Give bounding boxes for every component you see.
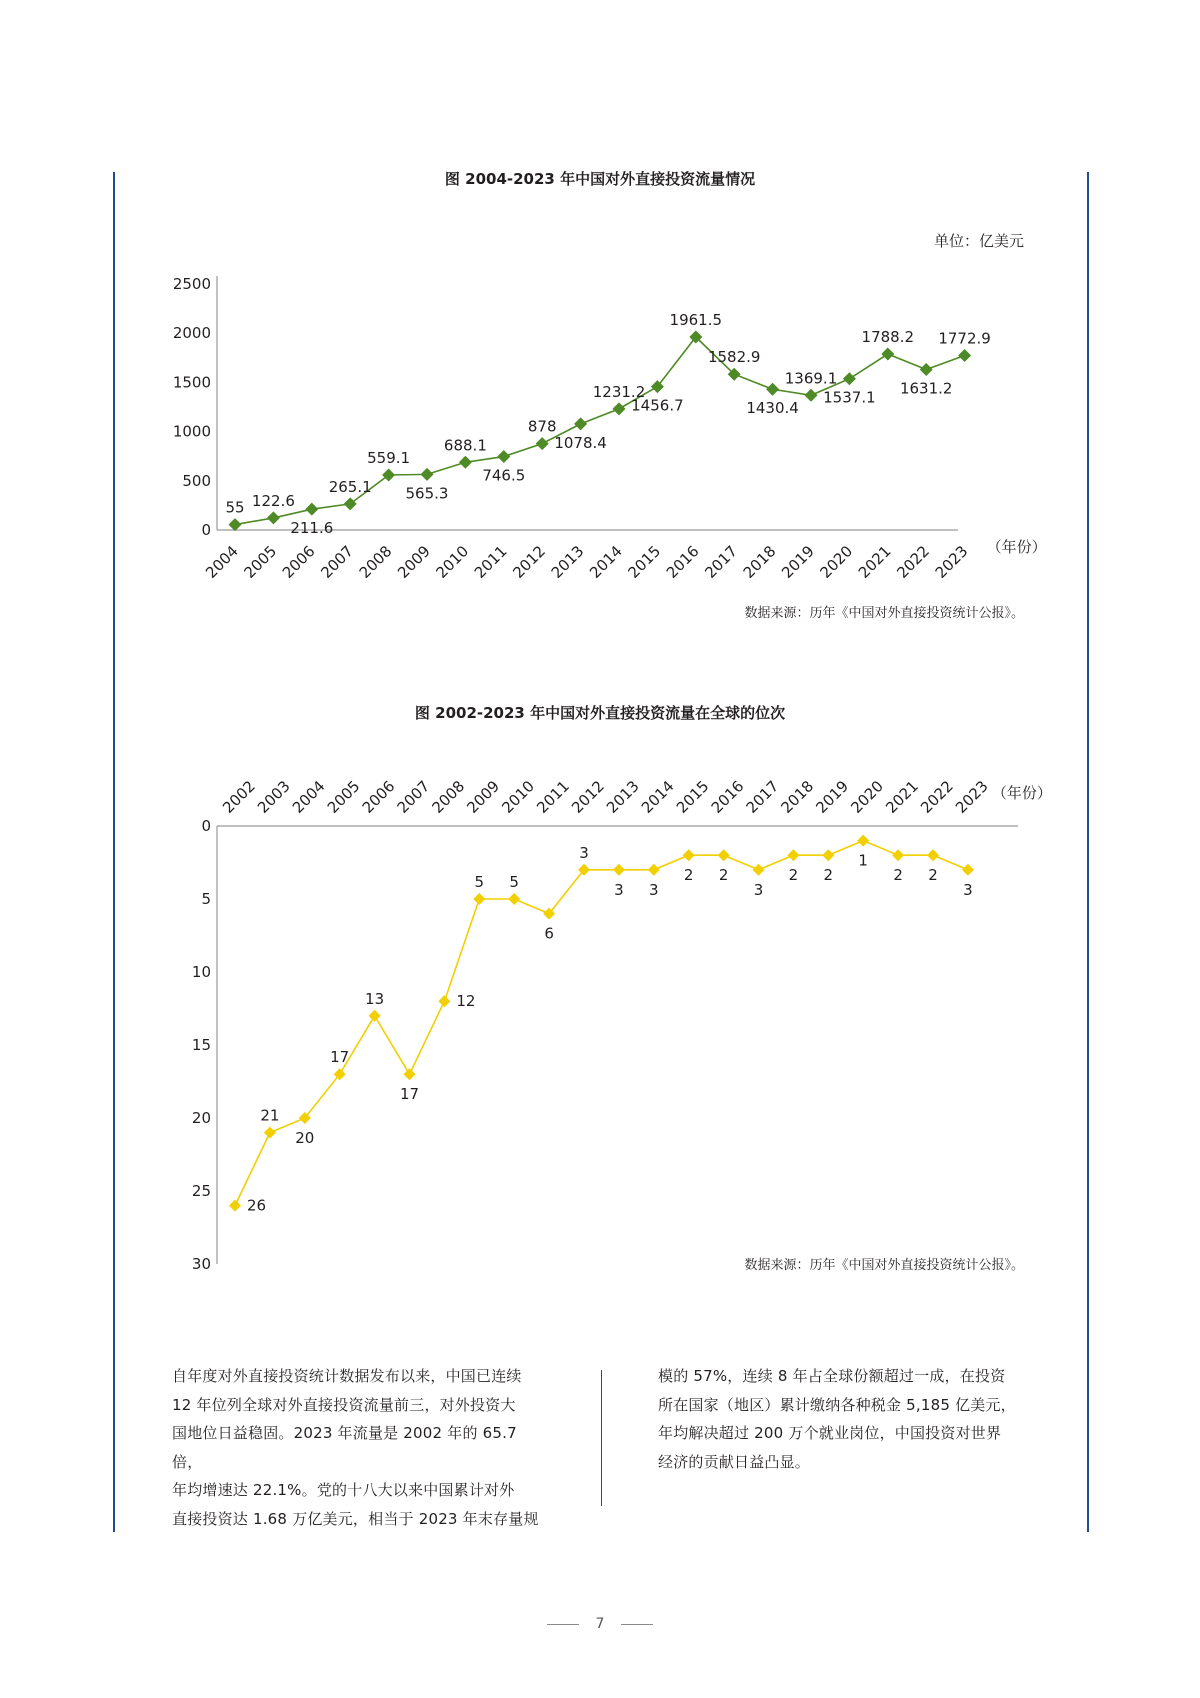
chart1-ytick-label: 2500 (172, 275, 211, 293)
chart1-xtick-label: 2013 (547, 542, 588, 582)
chart2-ytick-label: 10 (191, 963, 211, 981)
paragraph-line: 经济的贡献日益凸显。 (658, 1452, 811, 1471)
chart1-xtick-label: 2017 (701, 542, 742, 582)
chart2-point-marker (927, 849, 939, 861)
chart2-data-label: 12 (456, 992, 476, 1011)
chart1-xtick-label: 2021 (854, 542, 895, 582)
chart2-ytick-label: 15 (191, 1036, 211, 1054)
chart1-data-label: 1788.2 (861, 328, 915, 347)
chart1-data-label: 559.1 (367, 448, 411, 467)
chart1-xtick-label: 2020 (816, 542, 857, 582)
chart2-data-label: 20 (295, 1129, 315, 1147)
chart2-data-label: 2 (893, 866, 903, 885)
chart2-xtick-label: 2023 (952, 777, 992, 817)
chart2-data-label: 17 (330, 1048, 350, 1067)
chart2-xtick-label: 2012 (568, 777, 608, 817)
chart1-data-label: 688.1 (443, 436, 487, 455)
chart2-point-marker (822, 849, 834, 861)
chart1-data-label: 1430.4 (746, 399, 799, 418)
chart1-xtick-label: 2023 (931, 542, 972, 582)
chart2-xtick-label: 2005 (323, 777, 364, 817)
chart1-data-label: 55 (225, 498, 245, 517)
chart2-point-marker (613, 864, 625, 876)
chart1-source-note: 数据来源：历年《中国对外直接投资统计公报》。 (744, 606, 1024, 621)
chart2-xtick-label: 2006 (358, 777, 399, 817)
chart2-data-label: 2 (788, 866, 799, 885)
chart2-point-marker (648, 864, 660, 876)
chart2-data-label: 2 (718, 866, 729, 885)
chart2-ytick-label: 0 (201, 817, 211, 835)
chart2-point-marker (962, 864, 974, 876)
page-number: 7 (595, 1616, 605, 1632)
chart1-data-label: 1961.5 (669, 310, 723, 329)
paragraph-line: 模的 57%，连续 8 年占全球份额超过一成，在投资 (658, 1367, 1006, 1385)
chart1-xtick-label: 2019 (778, 542, 818, 582)
chart2-xtick-label: 2015 (672, 777, 713, 817)
chart2-ytick-label: 25 (191, 1182, 211, 1200)
chart2-ytick-label: 20 (191, 1109, 211, 1127)
chart1-data-label: 1537.1 (823, 388, 876, 407)
chart2-xtick-label: 2004 (288, 777, 329, 817)
chart2-data-label: 3 (649, 880, 659, 899)
paragraph-line: 所在国家（地区）累计缴纳各种税金 5,185 亿美元， (658, 1395, 1016, 1414)
chart1-ytick-label: 500 (182, 471, 211, 490)
chart2-title: 图 2002-2023 年中国对外直接投资流量在全球的位次 (414, 704, 786, 722)
chart2-data-label: 5 (509, 873, 519, 891)
chart1-ytick-label: 0 (201, 521, 211, 539)
chart2-point-marker (892, 849, 904, 861)
chart2-point-marker (787, 849, 799, 861)
chart1-data-label: 1078.4 (554, 433, 607, 452)
chart1-xtick-label: 2011 (470, 542, 511, 582)
chart2-ytick-label: 5 (201, 890, 211, 908)
chart1-title: 图 2004-2023 年中国对外直接投资流量情况 (444, 170, 756, 188)
chart2-data-label: 2 (928, 866, 938, 885)
paragraph-line: 年均解决超过 200 万个就业岗位，中国投资对世界 (658, 1424, 1002, 1442)
chart2-xtick-label: 2017 (742, 777, 783, 817)
chart1-data-label: 1369.1 (784, 369, 838, 388)
chart2-xtick-label: 2020 (847, 777, 888, 817)
chart2-source-note: 数据来源：历年《中国对外直接投资统计公报》。 (744, 1258, 1024, 1273)
paragraph-line: 12 年位列全球对外直接投资流量前三，对外投资大 (172, 1395, 516, 1414)
chart1-xtick-label: 2015 (624, 542, 665, 582)
chart2-series-line (235, 841, 968, 1206)
chart2-data-label: 21 (260, 1106, 280, 1125)
chart1-data-label: 122.6 (251, 491, 295, 510)
chart2-point-marker (264, 1127, 276, 1139)
chart1-data-label: 265.1 (328, 477, 372, 496)
chart1-xtick-label: 2016 (662, 542, 703, 582)
chart1-xtick-label: 2010 (432, 542, 473, 582)
paragraph-line: 国地位日益稳固。2023 年流量是 2002 年的 65.7 倍， (172, 1424, 517, 1471)
chart2-point-marker (404, 1068, 416, 1080)
chart2-ytick-label: 30 (191, 1255, 211, 1273)
chart2-point-marker (718, 849, 730, 861)
chart2-data-label: 3 (614, 880, 624, 899)
chart2-xtick-label: 2007 (393, 777, 434, 817)
chart2-xtick-label: 2002 (219, 777, 259, 817)
paragraph-line: 自年度对外直接投资统计数据发布以来，中国已连续 (172, 1367, 522, 1385)
chart1-data-label: 1631.2 (899, 379, 953, 398)
chart1-xtick-label: 2005 (240, 542, 281, 582)
chart1-data-label: 878 (527, 417, 557, 436)
chart2-xtick-label: 2008 (428, 777, 469, 817)
chart2-data-label: 3 (579, 843, 589, 862)
chart1-data-label: 746.5 (482, 466, 526, 485)
chart1-data-label: 1772.9 (938, 329, 991, 348)
chart2-data-label: 17 (399, 1085, 420, 1104)
chart2-xtick-label: 2013 (603, 777, 643, 817)
chart2-xtick-label: 2018 (777, 777, 818, 817)
chart2-point-marker (369, 1010, 381, 1022)
page-footer (0, 1616, 1200, 1632)
footer-dash-left (547, 1624, 579, 1625)
paragraph-line: 直接投资达 1.68 万亿美元，相当于 2023 年末存量规 (172, 1509, 539, 1528)
column-divider (601, 1370, 602, 1506)
chart2-xtick-label: 2014 (637, 777, 678, 817)
chart1-xtick-label: 2007 (317, 542, 358, 582)
chart1-data-label: 1582.9 (707, 348, 761, 367)
chart1-unit-label: 单位：亿美元 (933, 232, 1024, 250)
chart2-xtick-label: 2022 (917, 777, 957, 817)
chart2-xtick-label: 2009 (463, 777, 504, 817)
footer-dash-right (621, 1624, 653, 1625)
chart1-xtick-label: 2022 (893, 542, 934, 582)
chart1-xtick-label: 2006 (278, 542, 319, 582)
chart2-point-marker (438, 995, 450, 1007)
chart2-data-label: 1 (858, 851, 868, 870)
chart2-point-marker (473, 893, 485, 905)
chart2-data-label: 3 (963, 880, 973, 899)
chart1-data-label: 1231.2 (592, 382, 646, 401)
chart1-ytick-label: 1000 (172, 422, 211, 441)
chart1-xtick-label: 2014 (586, 542, 626, 582)
chart2-data-label: 3 (753, 880, 764, 899)
chart1-xtick-label: 2004 (202, 542, 242, 582)
chart1-ytick-label: 1500 (172, 373, 211, 392)
chart2-data-label: 13 (365, 989, 385, 1008)
chart1-xtick-label: 2009 (394, 542, 434, 582)
chart2-data-label: 2 (683, 866, 694, 885)
chart2-xtick-label: 2021 (882, 777, 922, 817)
chart1-x-unit-label: （年份） (986, 538, 1047, 556)
chart1-xtick-label: 2018 (739, 542, 780, 582)
chart1-data-label: 211.6 (290, 519, 334, 538)
chart2-xtick-label: 2010 (498, 777, 539, 817)
chart2-point-marker (683, 849, 695, 861)
chart2-point-marker (229, 1200, 241, 1212)
chart2-data-label: 26 (247, 1196, 267, 1215)
chart2-xtick-label: 2003 (254, 777, 294, 817)
chart1-data-label: 1456.7 (631, 396, 684, 415)
chart2-xtick-label: 2016 (707, 777, 748, 817)
chart2-data-label: 2 (823, 866, 834, 885)
chart2-x-unit-label: （年份） (991, 784, 1052, 802)
chart1-data-label: 565.3 (405, 484, 449, 503)
chart1-xtick-label: 2008 (355, 542, 396, 582)
body-paragraph-left (172, 1362, 550, 1533)
chart2-point-marker (508, 893, 520, 905)
chart2-data-label: 5 (474, 873, 485, 891)
paragraph-line: 年均增速达 22.1%。党的十八大以来中国累计对外 (172, 1481, 515, 1499)
chart2-data-label: 6 (544, 924, 554, 943)
chart1-xtick-label: 2012 (509, 542, 550, 582)
chart2-xtick-label: 2011 (533, 777, 573, 817)
body-paragraph-right (658, 1362, 1036, 1476)
chart2-xtick-label: 2019 (812, 777, 853, 817)
chart2-point-marker (857, 835, 869, 847)
chart2-point-marker (753, 864, 765, 876)
chart1-ytick-label: 2000 (172, 324, 211, 343)
